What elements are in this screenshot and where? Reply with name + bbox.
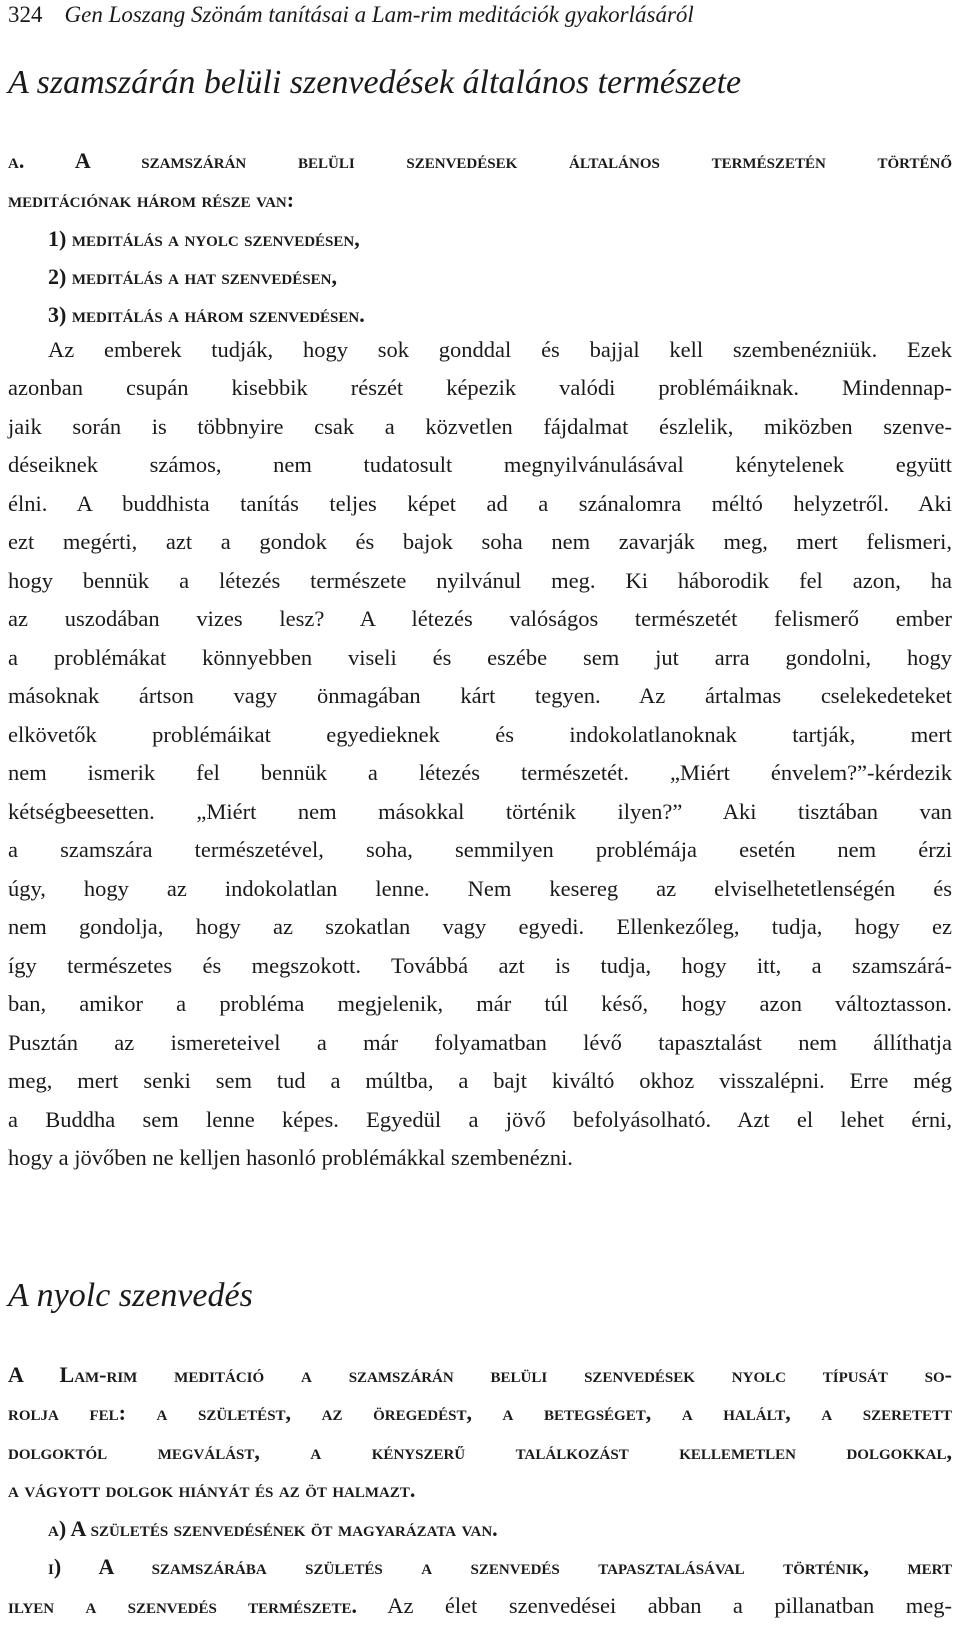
- body-line: a problémákat könnyebben viseli és eszébe sem jut arra gondolni, hogy: [8, 645, 952, 670]
- body-line: a Buddha sem lenne képes. Egyedül a jövő befolyásolható. Azt el lehet érni,: [8, 1107, 952, 1132]
- body-line: így természetes és megszokott. Továbbá azt is tudja, hogy itt, a szamszárá-: [8, 953, 952, 978]
- intro-line: rolja fel: a születést, az öregedést, a betegséget, a halált, a szeretett: [8, 1400, 952, 1425]
- intro-line: A Lam-rim meditáció a szamszárán belüli szenvedések nyolc típusát so-: [8, 1362, 952, 1387]
- body-line: azonban csupán kisebbik részét képezik valódi problémáiknak. Mindennap-: [8, 375, 952, 400]
- intro-line: a vágyott dolgok hiányát és az öt halmazt.: [8, 1477, 416, 1502]
- section-title: A szamszárán belüli szenvedések általános természete: [8, 64, 742, 101]
- intro-line: dolgoktól megválást, a kényszerű találkozást kellemetlen dolgokkal,: [8, 1439, 952, 1464]
- item-i-line-1: i) A szamszárába születés a szenvedés tapasztalásával történik, mert: [48, 1554, 952, 1579]
- body-line: a szamszára természetével, soha, semmilyen problémája esetén nem érzi: [8, 837, 952, 862]
- item-i-lead: ilyen a szenvedés természete.: [8, 1593, 358, 1618]
- body-line: elkövetők problémáikat egyedieknek és indokolatlanoknak tartják, mert: [8, 722, 952, 747]
- item-a: a) A születés szenvedésének öt magyarázata van.: [48, 1516, 498, 1541]
- body-line: nem gondolja, hogy az szokatlan vagy egyedi. Ellenkezőleg, tudja, hogy ez: [8, 914, 952, 939]
- body-line: hogy bennük a létezés természete nyilvánul meg. Ki háborodik fel azon, ha: [8, 568, 952, 593]
- body-line: az uszodában vizes lesz? A létezés valóságos természetét felismerő ember: [8, 606, 952, 631]
- list-item: 2) meditálás a hat szenvedésen,: [48, 264, 337, 289]
- intro-line-1: a. A szamszárán belüli szenvedések általános természetén történő: [8, 148, 952, 173]
- page-number: 324: [8, 2, 43, 27]
- body-line: hogy a jövőben ne kelljen hasonló problémákkal szembenézni.: [8, 1145, 573, 1170]
- running-title: Gen Loszang Szönám tanításai a Lam-rim meditációk gyakorlásáról: [64, 2, 694, 27]
- body-line: élni. A buddhista tanítás teljes képet ad a szánalomra méltó helyzetről. Aki: [8, 491, 952, 516]
- body-line: nem ismerik fel bennük a létezés természetét. „Miért énvelem?”-kérdezik: [8, 760, 952, 785]
- body-line: úgy, hogy az indokolatlan lenne. Nem kesereg az elviselhetetlenségén és: [8, 876, 952, 901]
- body-line: kétségbeesetten. „Miért nem másokkal történik ilyen?” Aki tisztában van: [8, 799, 952, 824]
- body-line: Pusztán az ismereteivel a már folyamatban lévő tapasztalást nem állíthatja: [8, 1030, 952, 1055]
- body-line: meg, mert senki sem tud a múltba, a bajt kiváltó okhoz visszalépni. Erre még: [8, 1068, 952, 1093]
- item-i-rest: Az élet szenvedései abban a pillanatban meg-: [357, 1593, 952, 1618]
- body-line: ban, amikor a probléma megjelenik, már túl késő, hogy azon változtasson.: [8, 991, 952, 1016]
- body-line: jaik során is többnyire csak a közvetlen fájdalmat észlelik, miközben szenve-: [8, 414, 952, 439]
- body-line: déseiknek számos, nem tudatosult megnyilvánulásával kénytelenek együtt: [8, 452, 952, 477]
- intro-line-2: meditációnak három része van:: [8, 187, 295, 212]
- subsection-title: A nyolc szenvedés: [8, 1277, 253, 1314]
- running-head: [8, 2, 694, 28]
- item-i-line-2: [8, 1593, 952, 1619]
- list-item: 1) meditálás a nyolc szenvedésen,: [48, 226, 360, 251]
- body-line: ezt megérti, azt a gondok és bajok soha nem zavarják meg, mert felismeri,: [8, 529, 952, 554]
- body-line: másoknak ártson vagy önmagában kárt tegyen. Az ártalmas cselekedeteket: [8, 683, 952, 708]
- body-line: Az emberek tudják, hogy sok gonddal és bajjal kell szembenézniük. Ezek: [48, 337, 952, 362]
- list-item: 3) meditálás a három szenvedésen.: [48, 302, 365, 327]
